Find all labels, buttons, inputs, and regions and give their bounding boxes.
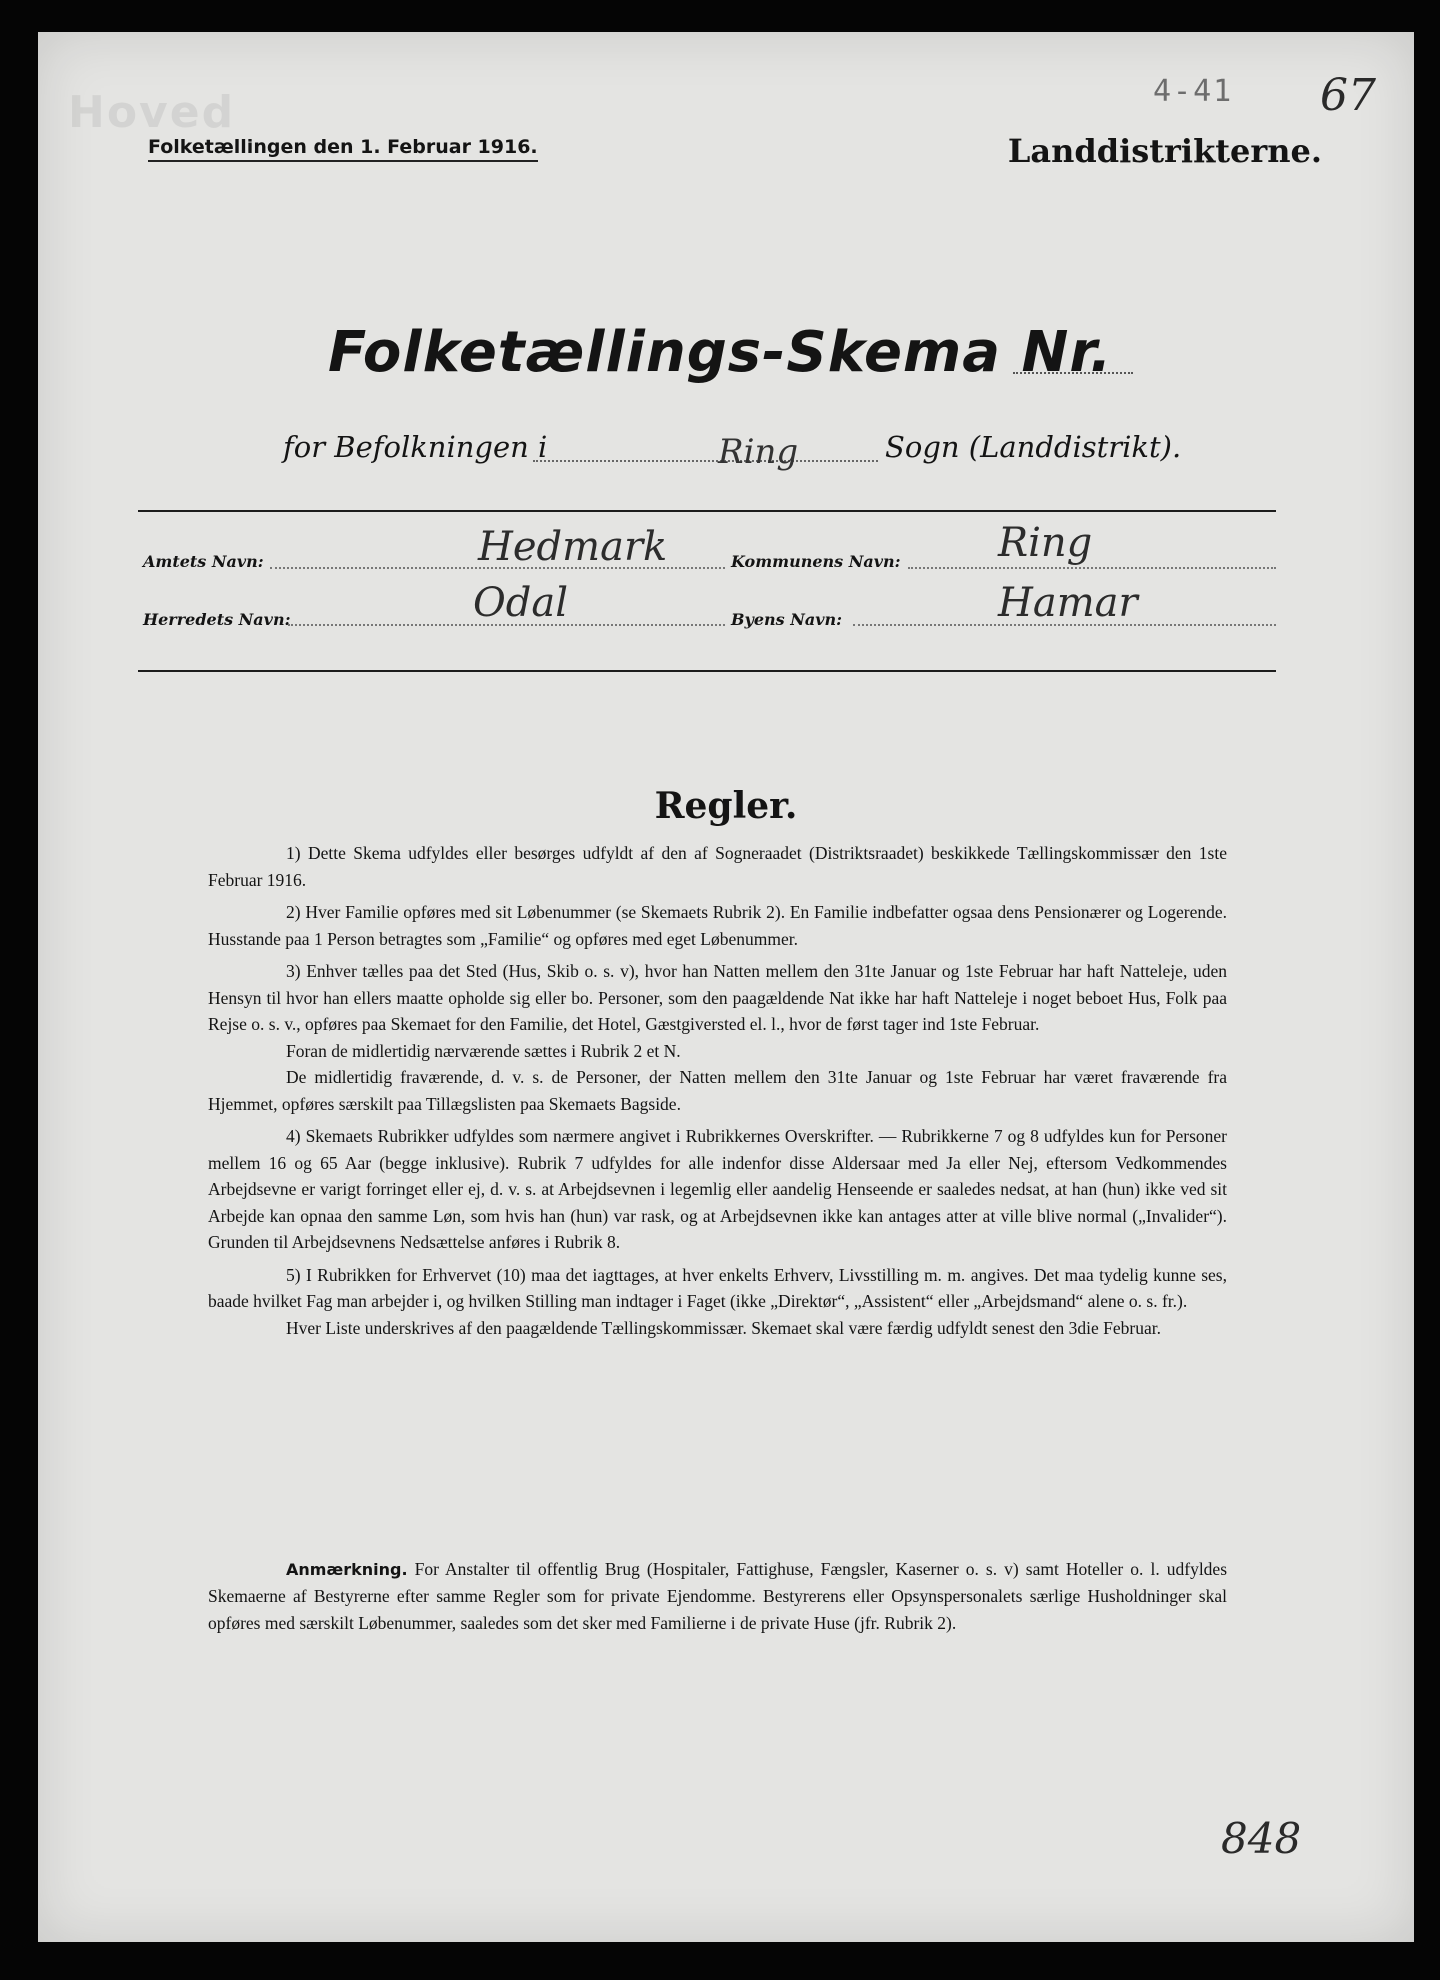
rules-body	[208, 840, 1227, 1347]
remark-text: For Anstalter til offentlig Brug (Hospitaler, Fattighuse, Fængsler, Kaserner o. s. v) samt Hoteller o. l. udfyldes Skemaerne af Bestyrerne efter samme Regler som for private Ejendomme. Bestyrerens eller Opsynspersonalets særlige Husholdninger skal opføres med særskilt Løbenummer, saaledes som det sker med Familierne i de private Huse (jfr. Rubrik 2).	[208, 1559, 1228, 1633]
handwritten-corner-number: 848	[1221, 1814, 1302, 1863]
kommune-handwritten-value: Ring	[998, 520, 1093, 566]
rule-4: 4) Skemaets Rubrikker udfyldes som nærmere angivet i Rubrikkernes Overskrifter. — Rubrikkerne 7 og 8 udfyldes kun for Personer mellem 16 og 65 Aar (begge inklusive). Rubrik 7 udfyldes for alle indenfor disse Aldersaar med Ja eller Nej, eftersom Vedkommendes Arbejdsevne er varigt forringet eller ej, d. v. s. at Arbejdsevnen i legemlig eller aandelig Henseende er saaledes nedsat, at han (hun) ikke ved sit Arbejde kan opnaa den samme Løn, som hvis han (hun) var rask, og at Arbejdsevnen ikke kan antages atter at ville blive normal („Invalider“). Grunden til Arbejdsevnens Nedsættelse anføres i Rubrik 8.	[208, 1126, 1227, 1252]
census-form-page	[38, 32, 1414, 1942]
faint-stamp-text: Hoved	[68, 87, 236, 138]
kommune-dotted-line	[908, 567, 1276, 569]
rule-5-signature: Hver Liste underskrives af den paagældende Tællingskommissær. Skemaet skal være færdig udfyldt senest den 3die Februar.	[286, 1317, 1161, 1338]
kommune-label: Kommunens Navn:	[731, 552, 901, 571]
bottom-divider	[138, 670, 1276, 672]
rule-3-temporary-absent: De midlertidig fraværende, d. v. s. de Personer, der Natten mellem den 31te Januar og 1ste Februar har været fraværende fra Hjemmet, opføres særskilt paa Tillægslisten paa Skemaets Bagside.	[208, 1067, 1227, 1114]
amt-handwritten-value: Hedmark	[478, 524, 668, 570]
herred-handwritten-value: Odal	[473, 580, 569, 626]
top-divider	[138, 510, 1276, 512]
by-handwritten-value: Hamar	[998, 580, 1138, 626]
rule-1: 1) Dette Skema udfyldes eller besørges udfyldt af den af Sogneraadet (Distriktsraadet) beskikkede Tællingskommissær den 1ste Februar 1916.	[208, 843, 1227, 890]
handwritten-page-number: 67	[1320, 70, 1376, 121]
district-heading: Landdistrikterne.	[1007, 132, 1322, 170]
remark-section	[208, 1556, 1227, 1637]
by-label: Byens Navn:	[731, 610, 843, 629]
rule-2: 2) Hver Familie opføres med sit Løbenummer (se Skemaets Rubrik 2). En Familie indbefatter ogsaa dens Pensionærer og Logerende. Husstande paa 1 Person betragtes som „Familie“ og opføres med eget Løbenummer.	[208, 902, 1227, 949]
form-title: Folketællings-Skema Nr.	[328, 320, 1113, 385]
amt-label: Amtets Navn:	[143, 552, 264, 571]
rules-heading: Regler.	[654, 785, 798, 827]
remark-paragraph	[208, 1556, 1227, 1637]
rule-3: 3) Enhver tælles paa det Sted (Hus, Skib o. s. v), hvor han Natten mellem den 31te Januar og 1ste Februar har haft Natteleje, uden Hensyn til hvor han ellers maatte opholde sig eller bo. Personer, som den paagældende Nat ikke har haft Natteleje i noget beboet Hus, Folk paa Rejse o. s. v., opføres paa Skemaet for den Familie, det Hotel, Gæstgiversted el. l., hvor de først tager ind 1ste Februar.	[208, 961, 1227, 1034]
pencil-archive-code: 4-41	[1153, 74, 1234, 109]
census-date-line: Folketællingen den 1. Februar 1916.	[148, 136, 538, 162]
rule-5: 5) I Rubrikken for Erhvervet (10) maa det iagttages, at hver enkelts Erhverv, Livsstilling m. m. angives. Det maa tydelig kunne ses, baade hvilket Fag man arbejder i, og hvilken Stilling man indtager i Faget (ikke „Direktør“, „Assistent“ eller „Arbejdsmand“ alene o. s. fr.).	[208, 1264, 1227, 1311]
remark-lead: Anmærkning.	[286, 1560, 408, 1579]
herred-label: Herredets Navn:	[143, 610, 291, 629]
rule-3-temporary-present: Foran de midlertidig nærværende sættes i Rubrik 2 et N.	[286, 1040, 681, 1061]
form-number-dotted-line	[1013, 372, 1133, 374]
subtitle-prefix: for Befolkningen i	[283, 430, 548, 464]
parish-handwritten-value: Ring	[718, 432, 799, 472]
parish-dotted-line	[533, 460, 878, 462]
subtitle-suffix: Sogn (Landdistrikt).	[885, 430, 1182, 464]
